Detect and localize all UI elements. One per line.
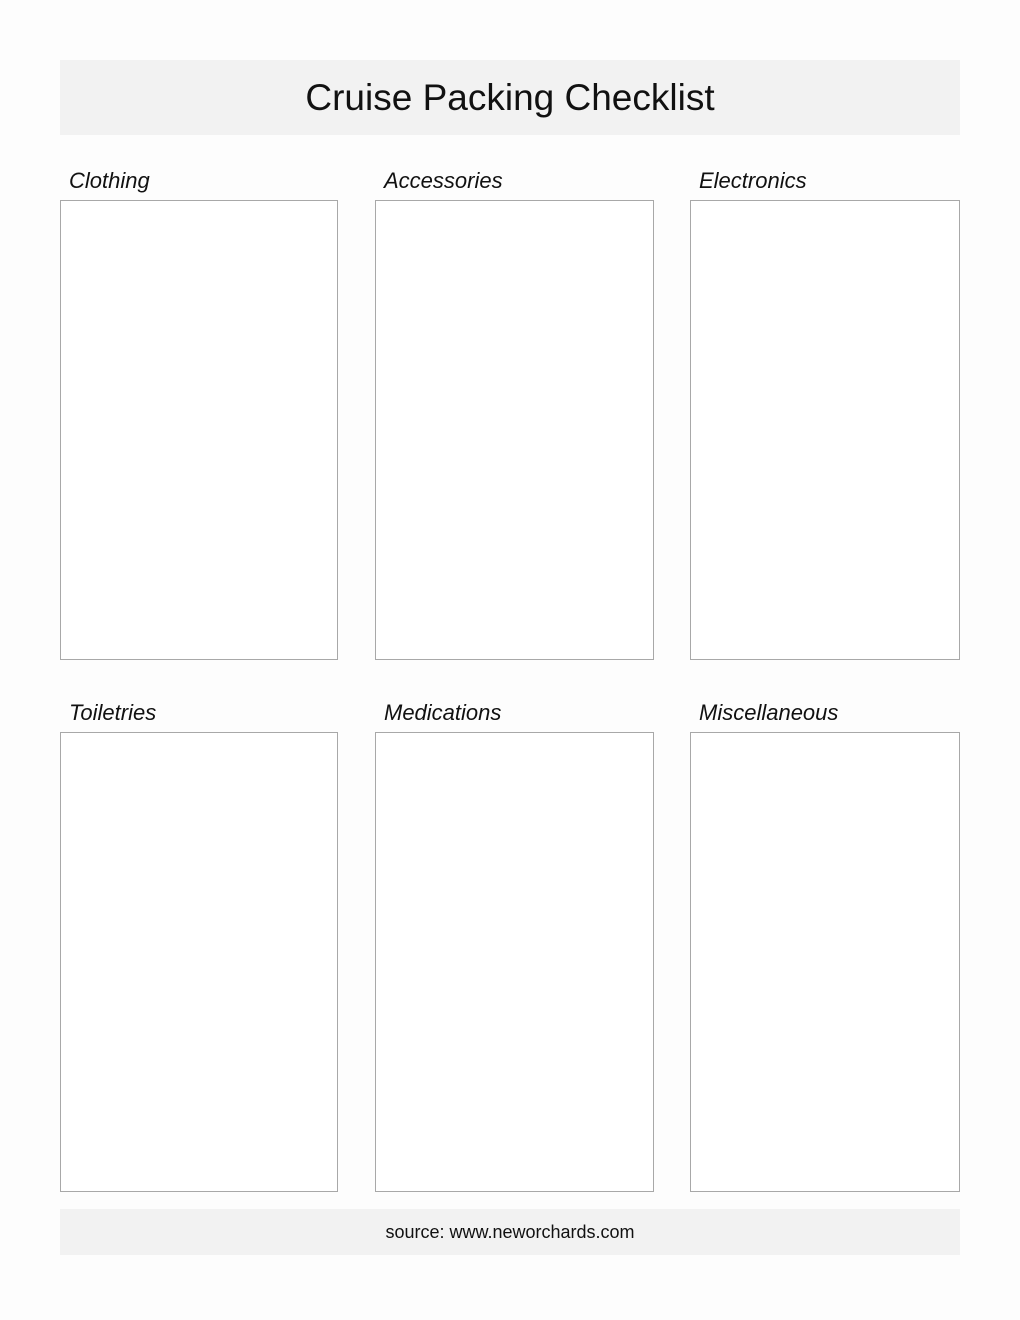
title-banner	[60, 60, 960, 135]
section-label-medications: Medications	[384, 700, 502, 725]
checklist-box-electronics[interactable]	[690, 200, 960, 660]
page-title: Cruise Packing Checklist	[305, 76, 715, 118]
section-label-clothing: Clothing	[69, 168, 150, 193]
footer-banner	[60, 1209, 960, 1255]
checklist-box-accessories[interactable]	[375, 200, 654, 660]
section-label-electronics: Electronics	[699, 168, 807, 193]
source-credit: source: www.neworchards.com	[385, 1221, 635, 1242]
section-label-accessories: Accessories	[384, 168, 503, 193]
checklist-box-medications[interactable]	[375, 732, 654, 1192]
checklist-box-miscellaneous[interactable]	[690, 732, 960, 1192]
section-label-miscellaneous: Miscellaneous	[699, 700, 839, 725]
checklist-box-toiletries[interactable]	[60, 732, 338, 1192]
checklist-box-clothing[interactable]	[60, 200, 338, 660]
section-label-toiletries: Toiletries	[69, 700, 157, 725]
